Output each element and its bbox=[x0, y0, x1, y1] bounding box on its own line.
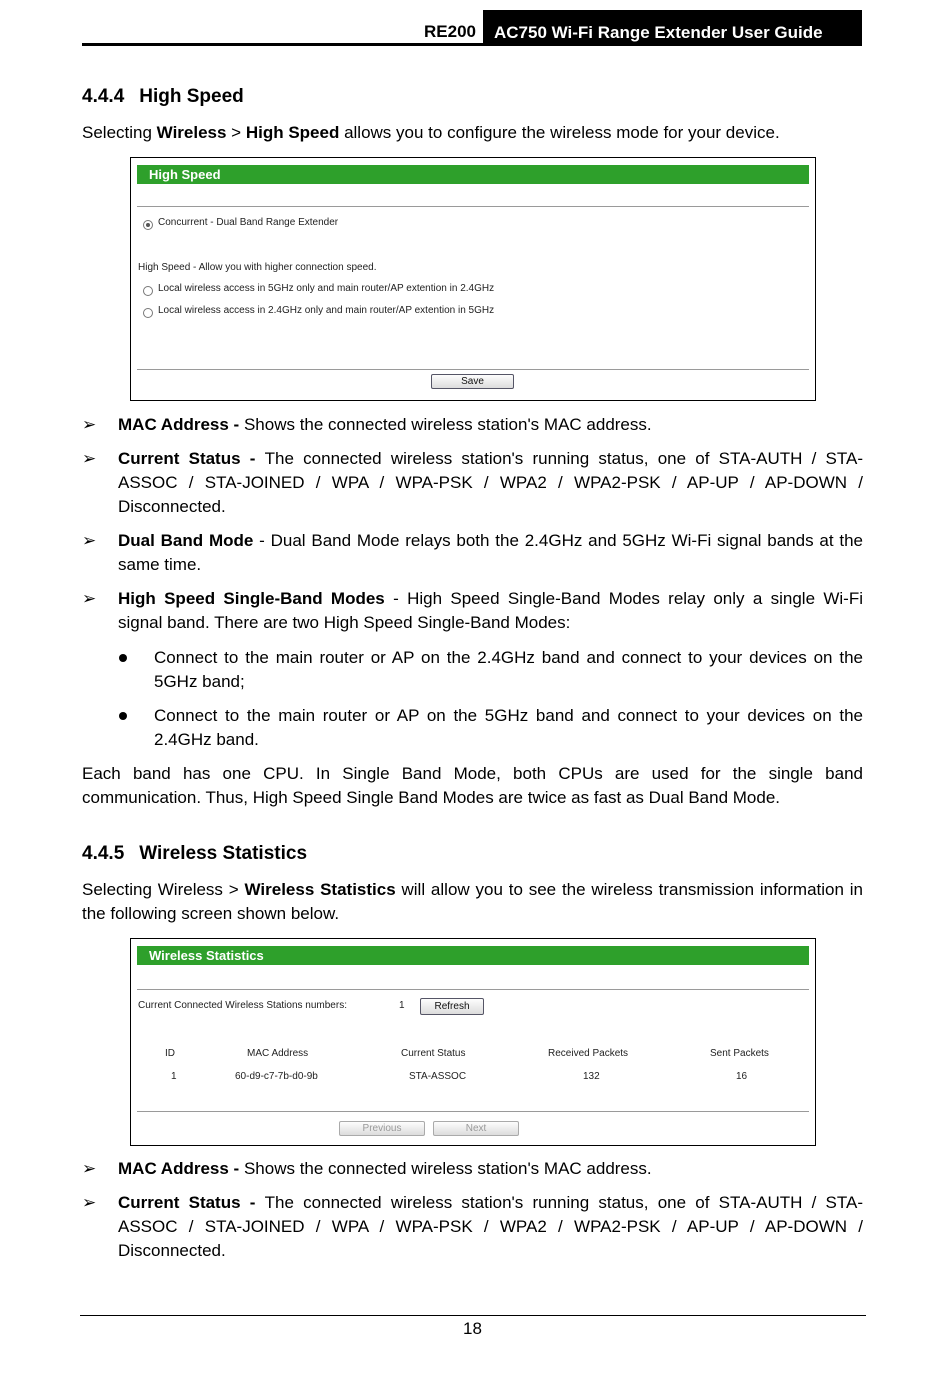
cell-sent-packets: 16 bbox=[736, 1071, 748, 1082]
bullet-current-status: Current Status - The connected wireless station's running status, one of STA-AUTH / STA-ASSOC / STA-JOINED / WPA / WPA-PSK / WPA2 / WPA2-PSK / AP-UP / AP-DOWN / Disconnected. bbox=[118, 1193, 863, 1260]
arrow-bullet-icon: ➢ bbox=[82, 1193, 97, 1212]
option-concurrent-label: Concurrent - Dual Band Range Extender bbox=[158, 217, 339, 228]
next-button[interactable]: Next bbox=[433, 1121, 519, 1136]
option-5ghz-label: Local wireless access in 5GHz only and main router/AP extention in 2.4GHz bbox=[158, 283, 495, 294]
arrow-bullet-icon: ➢ bbox=[82, 415, 97, 434]
arrow-bullet-icon: ➢ bbox=[82, 449, 97, 468]
arrow-bullet-icon: ➢ bbox=[82, 531, 97, 550]
section-title: High Speed bbox=[139, 86, 244, 107]
panel-title-bar: High Speed bbox=[137, 165, 809, 184]
arrow-bullet-icon: ➢ bbox=[82, 1159, 97, 1178]
radio-concurrent[interactable] bbox=[143, 220, 153, 230]
section-intro-wireless-statistics: Selecting Wireless > Wireless Statistics will allow you to see the wireless transmission information in the following screen shown below. bbox=[82, 880, 863, 923]
bullet-dual-band-mode: Dual Band Mode - Dual Band Mode relays both the 2.4GHz and 5GHz Wi-Fi signal bands at the same time. bbox=[118, 531, 864, 574]
column-header-mac-address: MAC Address bbox=[247, 1048, 309, 1059]
section-intro-high-speed: Selecting Wireless > High Speed allows you to configure the wireless mode for your device. bbox=[82, 123, 780, 142]
station-count-value: 1 bbox=[399, 1000, 405, 1011]
cell-mac-address: 60-d9-c7-7b-d0-9b bbox=[235, 1071, 318, 1082]
radio-local-5ghz[interactable] bbox=[143, 286, 153, 296]
radio-local-24ghz[interactable] bbox=[143, 308, 153, 318]
dot-bullet-icon bbox=[119, 654, 127, 662]
section-title: Wireless Statistics bbox=[139, 843, 308, 864]
cell-current-status: STA-ASSOC bbox=[409, 1071, 467, 1082]
previous-button[interactable]: Previous bbox=[339, 1121, 425, 1136]
divider bbox=[137, 1111, 809, 1112]
header-rule bbox=[82, 43, 862, 46]
wireless-statistics-screenshot bbox=[130, 938, 816, 1146]
section-number: 4.4.5 bbox=[82, 843, 125, 864]
sub-bullet-24ghz-to-5ghz: Connect to the main router or AP on the 2.4GHz band and connect to your devices on the 5GHz band; bbox=[154, 648, 863, 691]
footer-rule bbox=[80, 1315, 866, 1316]
divider bbox=[137, 369, 809, 370]
column-header-sent-packets: Sent Packets bbox=[710, 1048, 769, 1059]
refresh-button[interactable]: Refresh bbox=[420, 998, 484, 1015]
save-button[interactable]: Save bbox=[431, 374, 514, 389]
section-heading-wireless-statistics bbox=[82, 843, 307, 865]
cell-received-packets: 132 bbox=[583, 1071, 600, 1082]
high-speed-description: High Speed - Allow you with higher connection speed. bbox=[138, 262, 377, 273]
header-model: RE200 bbox=[424, 22, 476, 41]
bullet-single-band-modes: High Speed Single-Band Modes - High Speed Single-Band Modes relay only a single Wi-Fi signal band. There are two High Speed Single-Band Modes: bbox=[118, 589, 863, 632]
section-number: 4.4.4 bbox=[82, 86, 125, 107]
page-number: 18 bbox=[463, 1319, 482, 1338]
paragraph-cpu: Each band has one CPU. In Single Band Mode, both CPUs are used for the single band communication. Thus, High Speed Single Band Modes are twice as fast as Dual Band Mode. bbox=[82, 764, 863, 807]
header-tick bbox=[857, 10, 862, 46]
column-header-received-packets: Received Packets bbox=[548, 1048, 629, 1059]
divider bbox=[137, 989, 809, 990]
column-header-id: ID bbox=[165, 1048, 175, 1059]
bullet-mac-address: MAC Address - Shows the connected wireless station's MAC address. bbox=[118, 415, 652, 434]
divider bbox=[137, 206, 809, 207]
cell-id: 1 bbox=[171, 1071, 177, 1082]
column-header-current-status: Current Status bbox=[401, 1048, 466, 1059]
bullet-mac-address: MAC Address - Shows the connected wireless station's MAC address. bbox=[118, 1159, 652, 1178]
section-heading-high-speed bbox=[82, 86, 244, 108]
arrow-bullet-icon: ➢ bbox=[82, 589, 97, 608]
station-count-label: Current Connected Wireless Stations numbers: bbox=[138, 1000, 347, 1011]
sub-bullet-5ghz-to-24ghz: Connect to the main router or AP on the 5GHz band and connect to your devices on the 2.4GHz band. bbox=[154, 706, 863, 749]
option-24ghz-label: Local wireless access in 2.4GHz only and main router/AP extention in 5GHz bbox=[158, 305, 495, 316]
bullet-current-status: Current Status - The connected wireless station's running status, one of STA-AUTH / STA-ASSOC / STA-JOINED / WPA / WPA-PSK / WPA2 / WPA2-PSK / AP-UP / AP-DOWN / Disconnected. bbox=[118, 449, 863, 516]
dot-bullet-icon bbox=[119, 712, 127, 720]
high-speed-screenshot bbox=[130, 157, 816, 401]
header-title: AC750 Wi-Fi Range Extender User Guide bbox=[483, 10, 857, 44]
panel-title-bar: Wireless Statistics bbox=[137, 946, 809, 965]
